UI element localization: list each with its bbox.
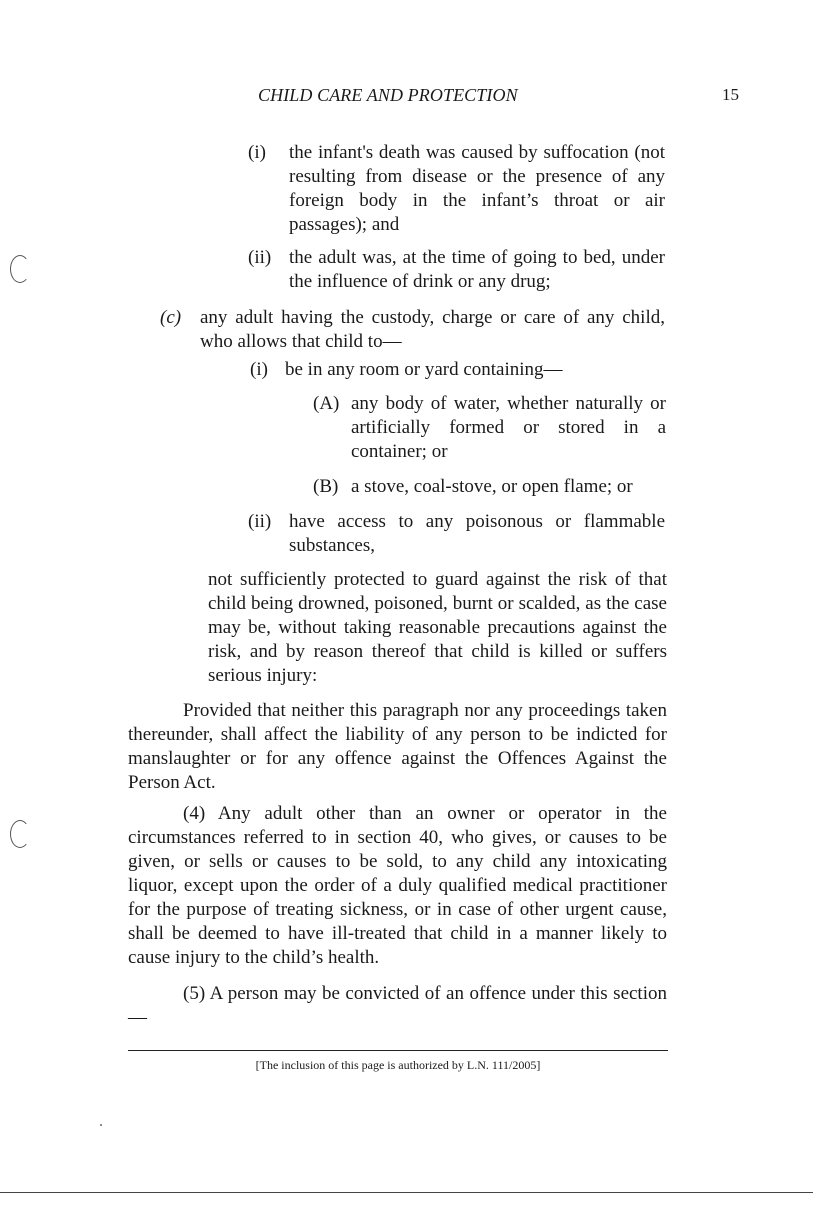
scan-edge-line [0, 1192, 813, 1193]
paragraph-c-tail: not sufficiently protected to guard against the risk of that child being drowned, poisoned, burnt or scalded, as the case may be, without taking reasonable precautions against the risk, and by reason thereof that child is killed or suffers serious injury: [208, 569, 667, 686]
clause-c-ii-text: have access to any poisonous or flammable substances, [289, 511, 665, 556]
subsection-5-text: (5) A person may be convicted of an offence under this section— [128, 983, 667, 1028]
subclause-B-label: (B) [313, 476, 339, 497]
clause-c-i-label: (i) [250, 359, 268, 380]
clause-b-ii-text: the adult was, at the time of going to bed, under the influence of drink or any drug; [289, 247, 665, 292]
clause-b-i-label: (i) [248, 142, 266, 163]
footer-authorization-note: [The inclusion of this page is authorized by L.N. 111/2005] [255, 1058, 541, 1072]
subsection-4 [128, 802, 667, 970]
paragraph-c-text: any adult having the custody, charge or care of any child, who allows that child to— [200, 307, 665, 352]
proviso-text: Provided that neither this paragraph nor any proceedings taken thereunder, shall affect the liability of any person to be indicted for manslaughter or for any offence against the Offences Against the Person Act. [128, 700, 667, 793]
subclause-A-text: any body of water, whether naturally or artificially formed or stored in a container; or [351, 393, 666, 462]
clause-b-ii-label: (ii) [248, 247, 272, 268]
page-header-title: CHILD CARE AND PROTECTION [258, 85, 518, 105]
subsection-4-text: (4) Any adult other than an owner or operator in the circumstances referred to in section 40, who gives, or causes to be given, or sells or causes to be sold, to any child any intoxicating liquor, except upon the order of a duly qualified medical practitioner for the purpose of treating sickness, or in case of other urgent cause, shall be deemed to have ill-treated that child in a manner likely to cause injury to the child’s health. [128, 803, 667, 968]
clause-c-i-text: be in any room or yard containing— [285, 359, 563, 380]
punch-hole-bottom [10, 820, 30, 848]
subclause-B-text: a stove, coal-stove, or open flame; or [351, 476, 633, 497]
footer-rule [128, 1050, 668, 1051]
subsection-5 [128, 982, 667, 1030]
scan-speck [100, 1124, 102, 1126]
proviso-paragraph [128, 699, 667, 795]
punch-hole-top [10, 255, 30, 283]
page-number: 15 [722, 85, 739, 104]
clause-c-ii-label: (ii) [248, 511, 272, 532]
paragraph-c-label: (c) [160, 307, 182, 328]
subclause-A-label: (A) [313, 393, 340, 414]
clause-b-i-text: the infant's death was caused by suffocation (not resulting from disease or the presence of any foreign body in the infant’s throat or air passages); and [289, 142, 665, 235]
